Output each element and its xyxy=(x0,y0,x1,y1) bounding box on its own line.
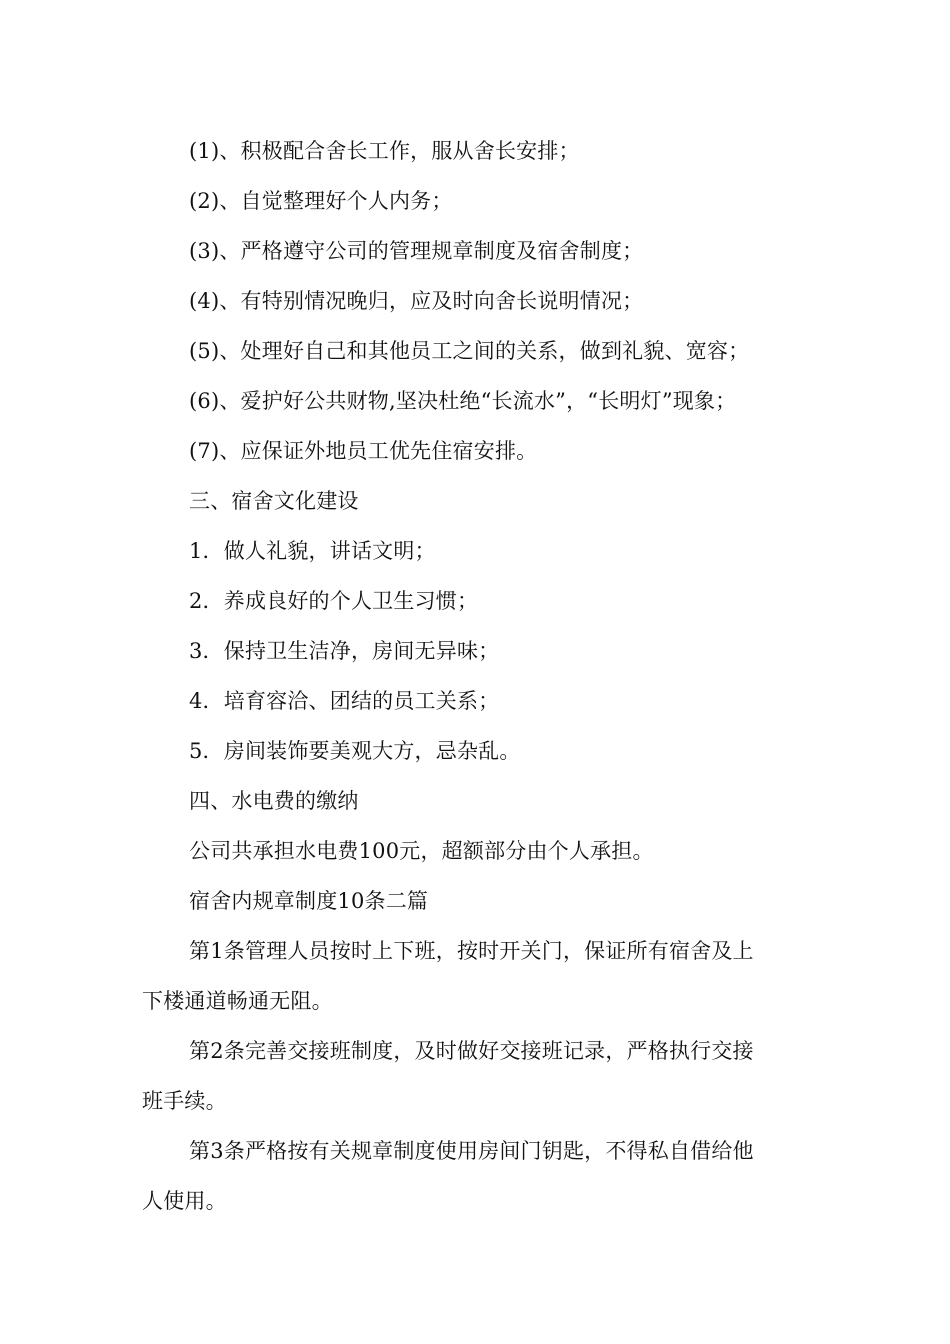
culture-item-5: 5．房间装饰要美观大方，忌杂乱。 xyxy=(189,739,521,763)
culture-item-2: 2．养成良好的个人卫生习惯； xyxy=(189,589,479,613)
rule-item-4: (4)、有特别情况晚归，应及时向舍长说明情况； xyxy=(189,289,644,313)
culture-item-1: 1．做人礼貌，讲话文明； xyxy=(189,539,436,563)
article-3-line-1: 第3条严格按有关规章制度使用房间门钥匙，不得私自借给他 xyxy=(189,1139,754,1163)
section-heading-4: 四、水电费的缴纳 xyxy=(189,789,359,813)
rule-item-2: (2)、自觉整理好个人内务； xyxy=(189,189,453,213)
culture-item-4: 4．培育容洽、团结的员工关系； xyxy=(189,689,500,713)
article-1-line-1: 第1条管理人员按时上下班，按时开关门，保证所有宿舍及上 xyxy=(189,939,754,963)
article-2-line-2: 班手续。 xyxy=(142,1089,227,1113)
rule-item-1: (1)、积极配合舍长工作，服从舍长安排； xyxy=(189,139,580,163)
section-heading-3: 三、宿舍文化建设 xyxy=(189,489,359,513)
document-title: 宿舍内规章制度10条二篇 xyxy=(189,889,429,913)
rule-item-5: (5)、处理好自己和其他员工之间的关系，做到礼貌、宽容； xyxy=(189,339,750,363)
rule-item-3: (3)、严格遵守公司的管理规章制度及宿舍制度； xyxy=(189,239,644,263)
utility-fee-text: 公司共承担水电费100元，超额部分由个人承担。 xyxy=(189,839,654,863)
article-1-line-2: 下楼通道畅通无阻。 xyxy=(142,989,333,1013)
rule-item-6: (6)、爱护好公共财物,坚决杜绝“长流水”，“长明灯”现象； xyxy=(189,389,737,413)
article-3-line-2: 人使用。 xyxy=(142,1189,227,1213)
culture-item-3: 3．保持卫生洁净，房间无异味； xyxy=(189,639,500,663)
rule-item-7: (7)、应保证外地员工优先住宿安排。 xyxy=(189,439,538,463)
article-2-line-1: 第2条完善交接班制度，及时做好交接班记录，严格执行交接 xyxy=(189,1039,754,1063)
